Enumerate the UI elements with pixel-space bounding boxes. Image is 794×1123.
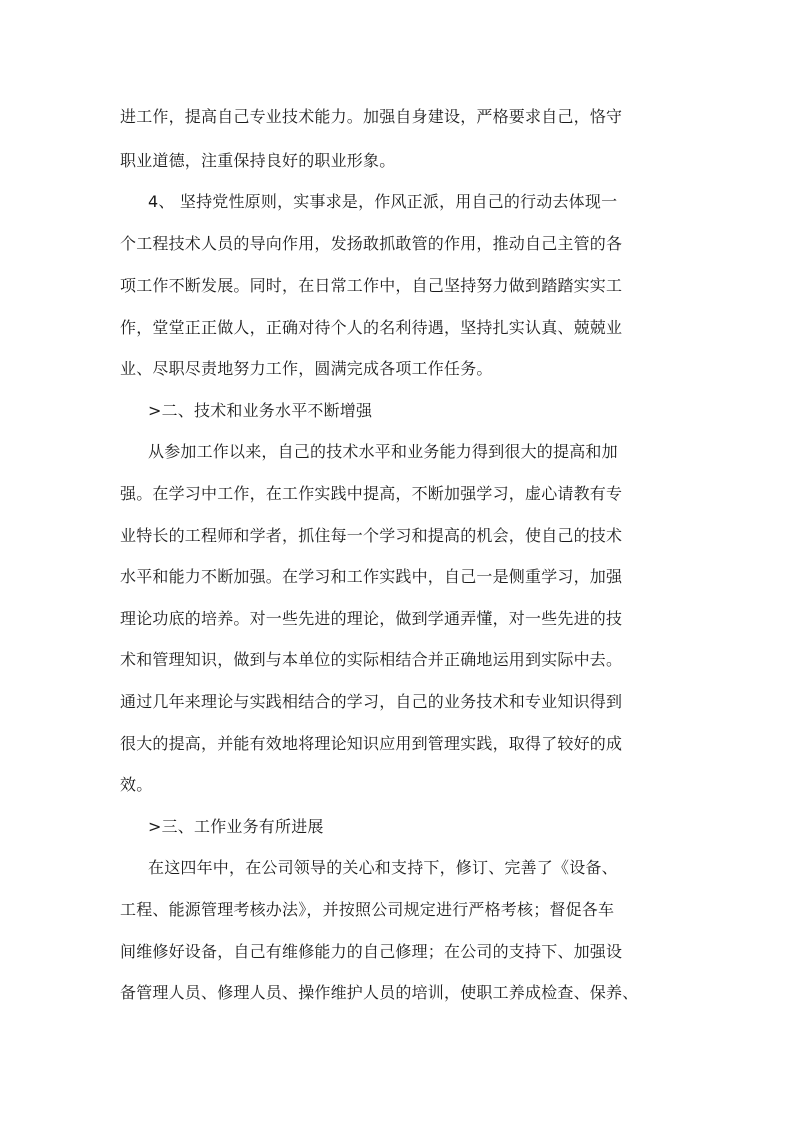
paragraph-line: 个工程技术人员的导向作用，发扬敢抓敢管的作用，推动自己主管的各: [120, 234, 623, 253]
paragraph-line: 业、尽职尽责地努力工作，圆满完成各项工作任务。: [120, 359, 493, 378]
section-heading: >二、技术和业务水平不断增强: [148, 401, 373, 420]
paragraph-line: 进工作，提高自己专业技术能力。加强自身建设，严格要求自己，恪守: [120, 107, 623, 126]
paragraph-line: 间维修好设备，自己有维修能力的自己修理；在公司的支持下、加强设: [120, 942, 623, 961]
paragraph-line: 效。: [120, 775, 153, 794]
paragraph-line: 备管理人员、修理人员、操作维护人员的培训，使职工养成检查、保养、: [120, 983, 639, 1002]
paragraph-line: 很大的提高，并能有效地将理论知识应用到管理实践，取得了较好的成: [120, 734, 623, 753]
paragraph-line: 从参加工作以来，自己的技术水平和业务能力得到很大的提高和加: [148, 442, 618, 461]
paragraph-line: 在这四年中，在公司领导的关心和支持下，修订、完善了《设备、: [148, 858, 618, 877]
paragraph-line: 项工作不断发展。同时，在日常工作中，自己坚持努力做到踏踏实实工: [120, 276, 623, 295]
paragraph-line: 水平和能力不断加强。在学习和工作实践中，自己一是侧重学习，加强: [120, 567, 623, 586]
paragraph-line: 通过几年来理论与实践相结合的学习，自己的业务技术和专业知识得到: [120, 692, 623, 711]
paragraph-line: 理论功底的培养。对一些先进的理论，做到学通弄懂，对一些先进的技: [120, 609, 623, 628]
paragraph-line: 工程、能源管理考核办法》，并按照公司规定进行严格考核；督促各车: [120, 900, 615, 919]
paragraph-line: 强。在学习中工作，在工作实践中提高，不断加强学习，虚心请教有专: [120, 484, 623, 503]
paragraph-line: 职业道德，注重保持良好的职业形象。: [120, 151, 396, 170]
paragraph-line: 术和管理知识，做到与本单位的实际相结合并正确地运用到实际中去。: [120, 650, 623, 669]
paragraph-line: 作，堂堂正正做人，正确对待个人的名利待遇，坚持扎实认真、兢兢业: [120, 318, 623, 337]
paragraph-line: 业特长的工程师和学者，抓住每一个学习和提高的机会，使自己的技术: [120, 526, 623, 545]
numbered-item: 4、 坚持党性原则，实事求是，作风正派，用自己的行动去体现一: [148, 192, 618, 211]
section-heading: >三、工作业务有所进展: [148, 817, 324, 836]
